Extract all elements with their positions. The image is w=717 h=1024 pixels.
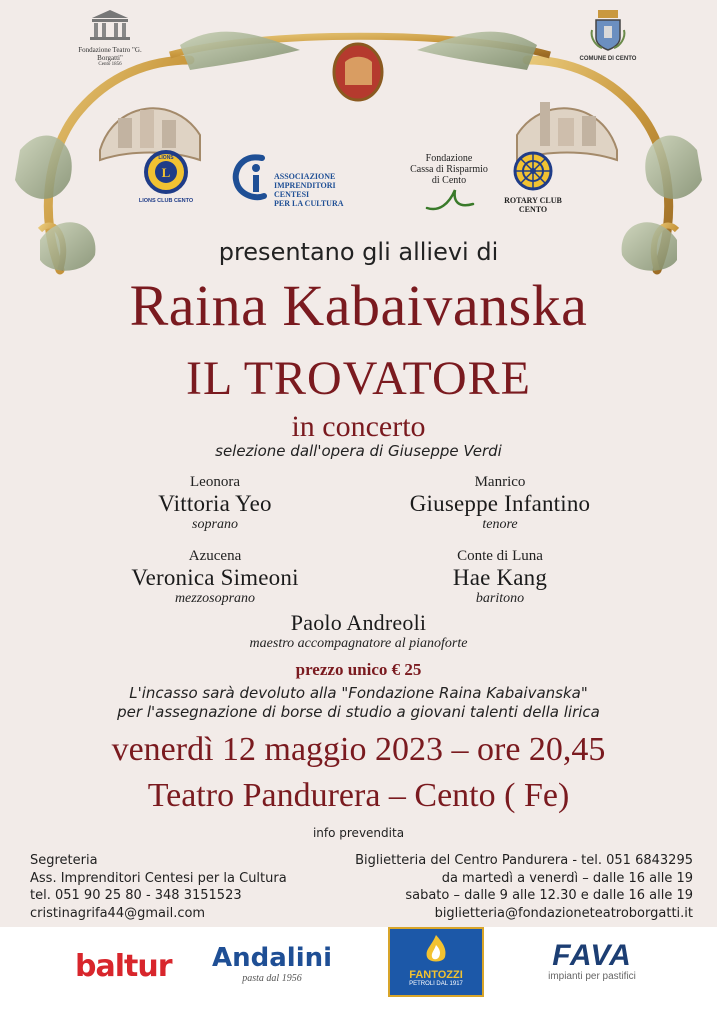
price: prezzo unico € 25 <box>295 660 422 679</box>
opera-title: IL TROVATORE <box>186 352 531 405</box>
theatre-logo <box>78 8 142 68</box>
cast-role: Azucena <box>188 548 242 564</box>
cast-role: Manrico <box>474 474 526 490</box>
fava-name: FAVA <box>552 939 632 972</box>
fondazione-cassa-logo <box>394 153 504 219</box>
cast-singer: Veronica Simeoni <box>131 565 299 590</box>
artist-name: Raina Kabaivanska <box>129 273 588 338</box>
theatre-logo-name: Fondazione Teatro "G. Borgatti" <box>78 46 142 62</box>
pianist-role: maestro accompagnatore al pianoforte <box>249 636 468 651</box>
cast-role: Leonora <box>190 474 240 490</box>
fava-sub: impianti per pastifici <box>548 971 636 982</box>
andalini-name: Andalini <box>212 943 333 973</box>
selection-subtitle: selezione dall'opera di Giuseppe Verdi <box>215 442 502 460</box>
event-date: venerdì 12 maggio 2023 – ore 20,45 <box>111 731 606 768</box>
baltur-logo: baltur <box>75 949 172 984</box>
rotary-wheel-icon <box>512 150 554 192</box>
andalini-logo <box>212 943 332 984</box>
fondazione-swoosh-icon <box>419 186 479 214</box>
fantozzi-logo <box>388 927 484 997</box>
lions-ring-text: LIONS <box>158 155 174 161</box>
left-info-line: Ass. Imprenditori Centesi per la Cultura <box>30 870 287 886</box>
event-venue: Teatro Pandurera – Cento ( Fe) <box>147 777 570 814</box>
cast-voice: soprano <box>192 517 238 532</box>
cast-conte-di-luna <box>400 548 600 607</box>
donation-note-1: L'incasso sarà devoluto alla "Fondazione Raina Kabaivanska" <box>129 684 588 702</box>
sponsor-band <box>0 927 717 1024</box>
cast-role: Conte di Luna <box>457 548 543 564</box>
rotary-club-logo <box>500 150 566 216</box>
theatre-building-icon <box>78 8 142 42</box>
right-info-email: biglietteria@fondazioneteatroborgatti.it <box>434 905 693 921</box>
lions-emblem-icon <box>144 150 188 194</box>
cast-voice: mezzosoprano <box>174 591 256 606</box>
associazione-line-3: CENTESI <box>274 190 310 199</box>
cast-voice: baritono <box>475 591 525 606</box>
pianist <box>0 610 717 652</box>
right-info-line: sabato – dalle 9 alle 12.30 e dalle 16 alle 19 <box>405 888 693 903</box>
fondazione-line-2: Cassa di Risparmio <box>410 164 488 175</box>
fava-logo <box>532 941 652 982</box>
cast-singer: Giuseppe Infantino <box>409 491 591 516</box>
comune-logo <box>578 8 638 66</box>
rotary-line-1: ROTARY CLUB <box>504 196 562 205</box>
right-info-line: Biglietteria del Centro Pandurera - tel. 051 6843295 <box>355 853 693 868</box>
ai-emblem-icon <box>232 152 270 202</box>
presale-title: info prevendita <box>312 826 405 840</box>
cast-singer: Hae Kang <box>452 565 548 590</box>
fantozzi-sub: PETROLI DAL 1917 <box>409 981 463 987</box>
associazione-line-2: IMPRENDITORI <box>274 181 336 190</box>
left-info-block <box>30 852 350 922</box>
svg-text:L: L <box>161 165 171 180</box>
coat-of-arms-icon <box>588 8 628 52</box>
cast-manrico <box>385 474 615 533</box>
right-info-block <box>330 852 693 922</box>
right-info-line: da martedì a venerdì – dalle 16 alle 19 <box>441 870 693 886</box>
fantozzi-name: FANTOZZI <box>409 969 463 981</box>
theatre-logo-sub: Cento 1856 <box>98 62 122 67</box>
intro-text: presentano gli allievi di <box>218 238 499 266</box>
andalini-sub: pasta dal 1956 <box>242 973 302 984</box>
lions-label: LIONS CLUB CENTO <box>138 198 194 204</box>
fondazione-line-1: Fondazione <box>425 153 473 164</box>
associazione-line-1: ASSOCIAZIONE <box>274 172 336 181</box>
rotary-line-2: CENTO <box>518 205 548 214</box>
associazione-line-4: PER LA CULTURA <box>274 199 344 208</box>
left-info-line: tel. 051 90 25 80 - 348 3151523 <box>30 888 242 903</box>
lions-club-logo <box>138 150 194 210</box>
left-info-line: Segreteria <box>30 853 98 868</box>
pianist-name: Paolo Andreoli <box>290 610 427 635</box>
cast-voice: tenore <box>482 517 518 532</box>
cast-azucena <box>105 548 325 607</box>
fondazione-line-3: di Cento <box>431 175 467 186</box>
associazione-logo <box>232 152 352 216</box>
flame-icon <box>421 933 451 965</box>
cast-leonora <box>115 474 315 533</box>
left-info-email: cristinagrifa44@gmail.com <box>30 905 206 921</box>
cast-singer: Vittoria Yeo <box>158 491 272 516</box>
donation-note-2: per l'assegnazione di borse di studio a giovani talenti della lirica <box>117 703 600 721</box>
comune-logo-label: COMUNE DI CENTO <box>579 56 637 62</box>
concert-format: in concerto <box>291 410 426 443</box>
